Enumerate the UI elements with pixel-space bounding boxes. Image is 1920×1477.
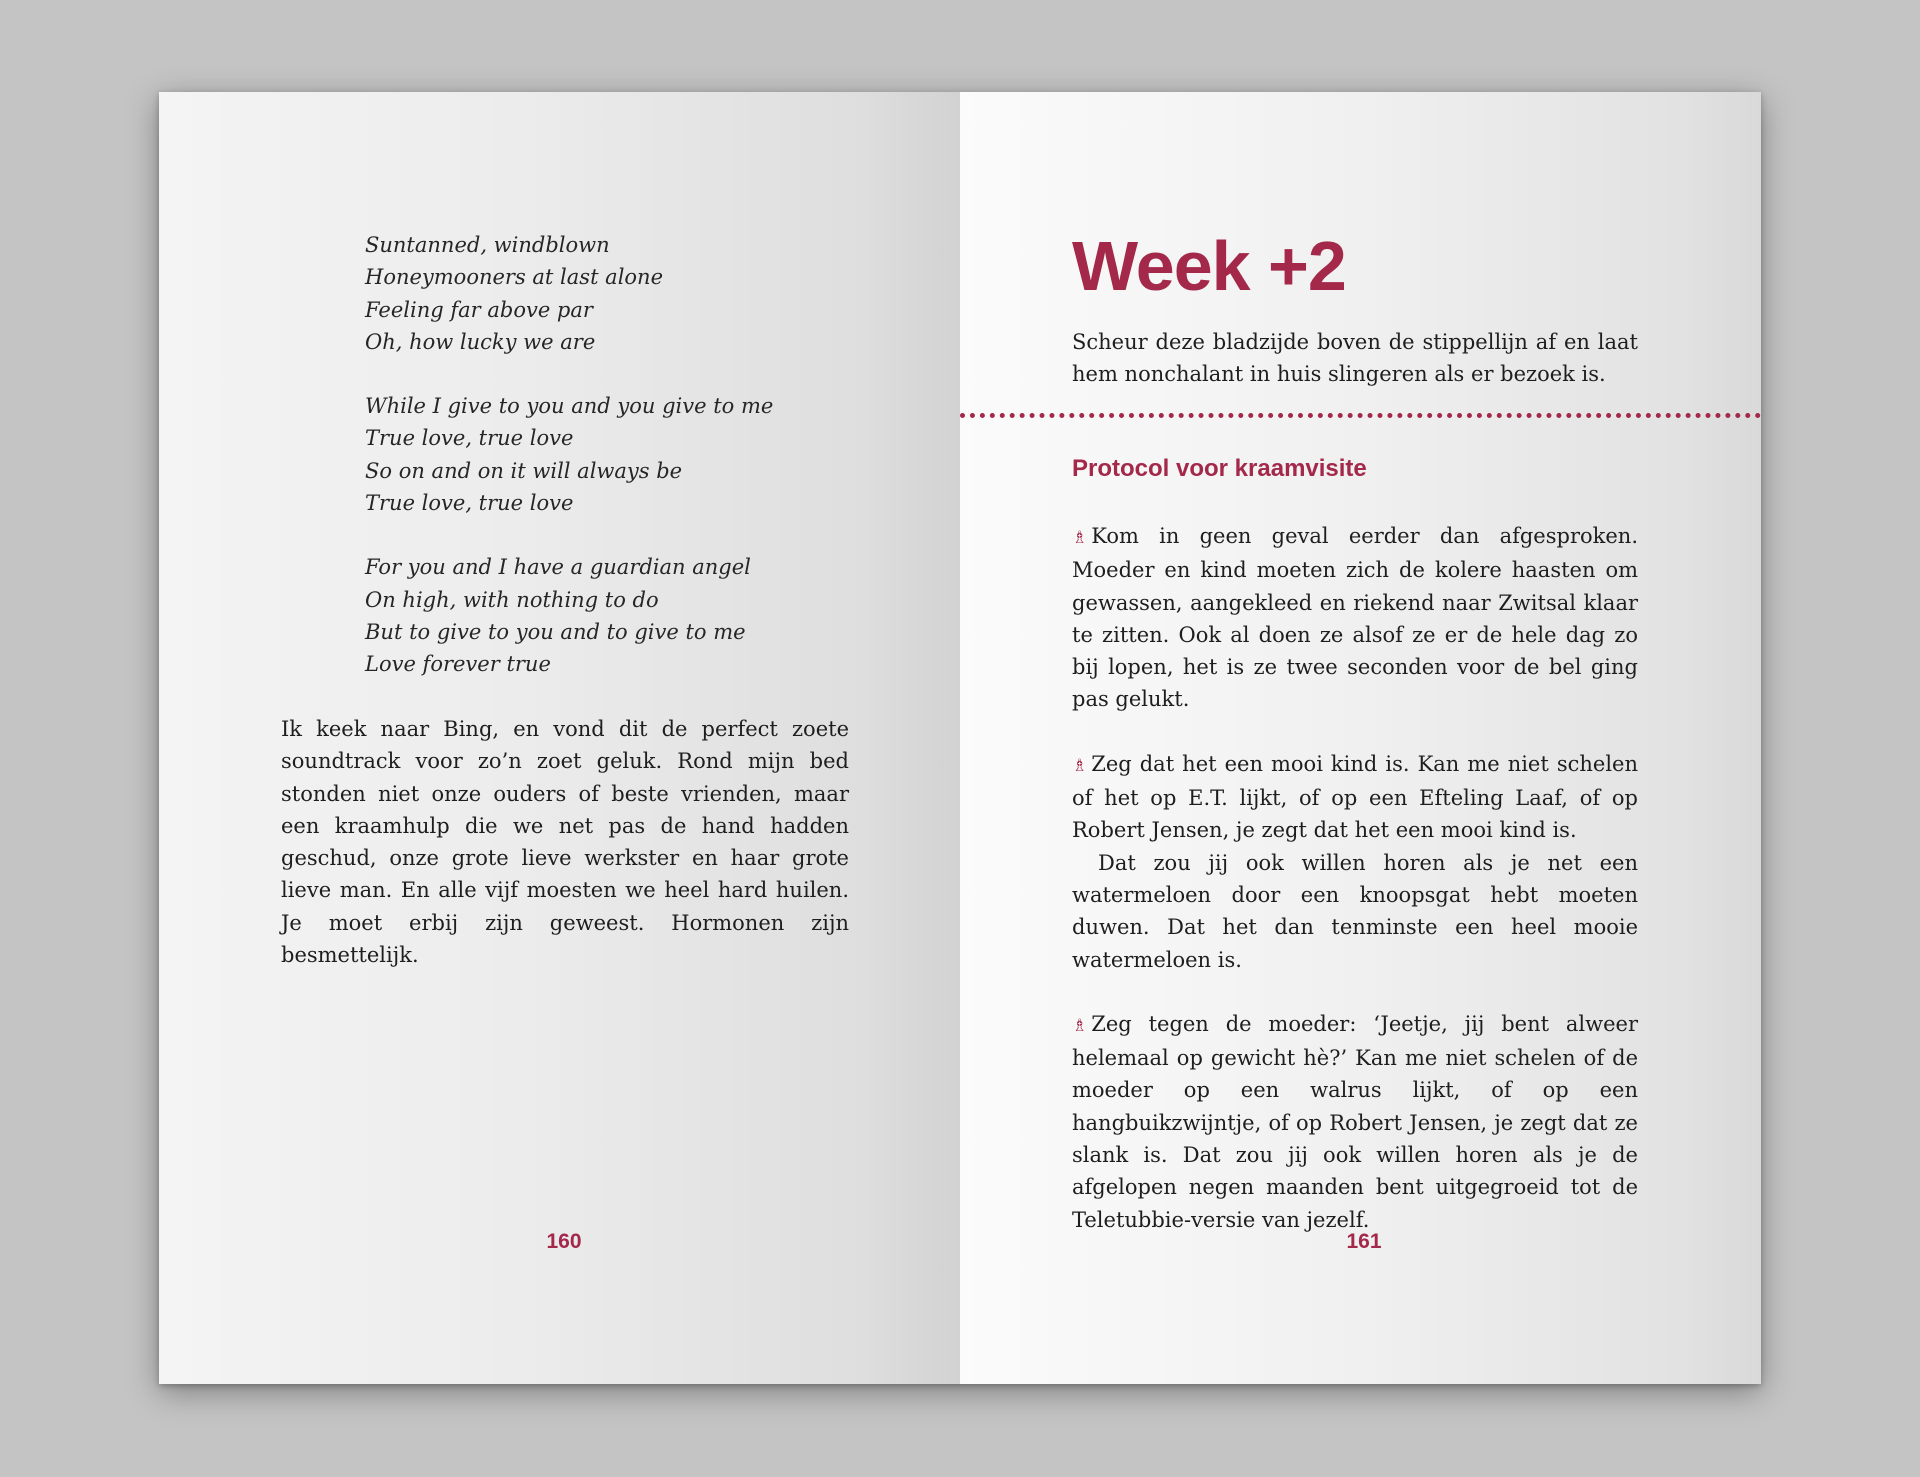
- lyric-line: Honeymooners at last alone: [365, 265, 664, 290]
- page-number: 161: [1346, 1230, 1382, 1253]
- item-text: Zeg tegen de moeder: ‘Jeetje, jij bent alweer helemaal op gewicht hè?’ Kan me niet schelen of de moeder op een walrus lijkt, of op een hangbuikzwijntje, of op Robert Jensen, je zegt dat ze slank is. Dat zou jij ook willen horen als je de afgelopen negen maanden bent uitgegroeid tot de Teletubbie-versie van jezelf.: [1072, 1011, 1638, 1232]
- intro-text: Scheur deze bladzijde boven de stippellijn af en laat hem nonchalant in huis slingeren als er bezoek is.: [1072, 330, 1638, 387]
- item-text: Kom in geen geval eerder dan afgesproken. Moeder en kind moeten zich de kolere haasten om gewassen, aangekleed en riekend naar Zwitsal klaar te zitten. Ook al doen ze alsof ze er de hele dag zo bij lopen, het is ze twee seconden voor de bel ging pas gelukt.: [1072, 524, 1638, 712]
- book-spread: [159, 92, 1761, 1384]
- lyric-line: While I give to you and you give to me: [365, 394, 774, 419]
- stanza: [365, 551, 773, 680]
- baby-icon: ♗: [1072, 755, 1088, 776]
- lyric-line: True love, true love: [365, 426, 574, 451]
- lyric-line: Love forever true: [365, 652, 551, 677]
- lyric-line: Suntanned, windblown: [365, 233, 610, 257]
- lyric-line: For you and I have a guardian angel: [365, 555, 751, 580]
- item-paragraph: [1072, 520, 1638, 716]
- song-lyrics: [365, 229, 773, 713]
- tear-off-dotted-line: [960, 413, 1761, 418]
- baby-icon: ♗: [1072, 528, 1088, 548]
- page-title: Week +2: [1072, 227, 1346, 305]
- stanza: [365, 229, 773, 358]
- lyric-line: But to give to you and to give to me: [365, 619, 746, 644]
- list-item: [1072, 1008, 1638, 1236]
- item-paragraph: [1072, 748, 1638, 847]
- right-page: [960, 92, 1761, 1384]
- body-paragraph: [281, 713, 849, 971]
- section-heading: Protocol voor kraamvisite: [1072, 455, 1367, 482]
- lyric-line: Feeling far above par: [365, 297, 593, 322]
- lyric-line: Oh, how lucky we are: [365, 329, 596, 354]
- lyric-line: So on and on it will always be: [365, 458, 683, 483]
- page-number: 160: [546, 1230, 582, 1253]
- item-paragraph: [1072, 1008, 1638, 1236]
- stanza: [365, 390, 773, 519]
- paragraph-text: Ik keek naar Bing, en vond dit de perfect zoete soundtrack voor zo’n zoet geluk. Rond mijn bed stonden niet onze ouders of beste vrienden, maar een kraamhulp die we net pas de hand hadden geschud, onze grote lieve werkster en haar grote lieve man. En alle vijf moesten we heel hard huilen. Je moet erbij zijn geweest. Hormonen zijn besmettelijk.: [281, 717, 849, 968]
- lyric-line: On high, with nothing to do: [365, 587, 659, 612]
- lyric-line: True love, true love: [365, 491, 574, 516]
- list-item: [1072, 520, 1638, 716]
- list-item: [1072, 748, 1638, 976]
- left-page: [159, 92, 960, 1384]
- item-text: Zeg dat het een mooi kind is. Kan me niet schelen of het op E.T. lijkt, of op een Efteling Laaf, of op Robert Jensen, je zegt dat het een mooi kind is.: [1072, 751, 1638, 843]
- baby-icon: ♗: [1072, 1015, 1088, 1036]
- protocol-list: [1072, 520, 1638, 1268]
- item-paragraph: Dat zou jij ook willen horen als je net een watermeloen door een knoopsgat hebt moeten duwen. Dat het dan tenminste een heel mooie watermeloen is.: [1072, 850, 1638, 972]
